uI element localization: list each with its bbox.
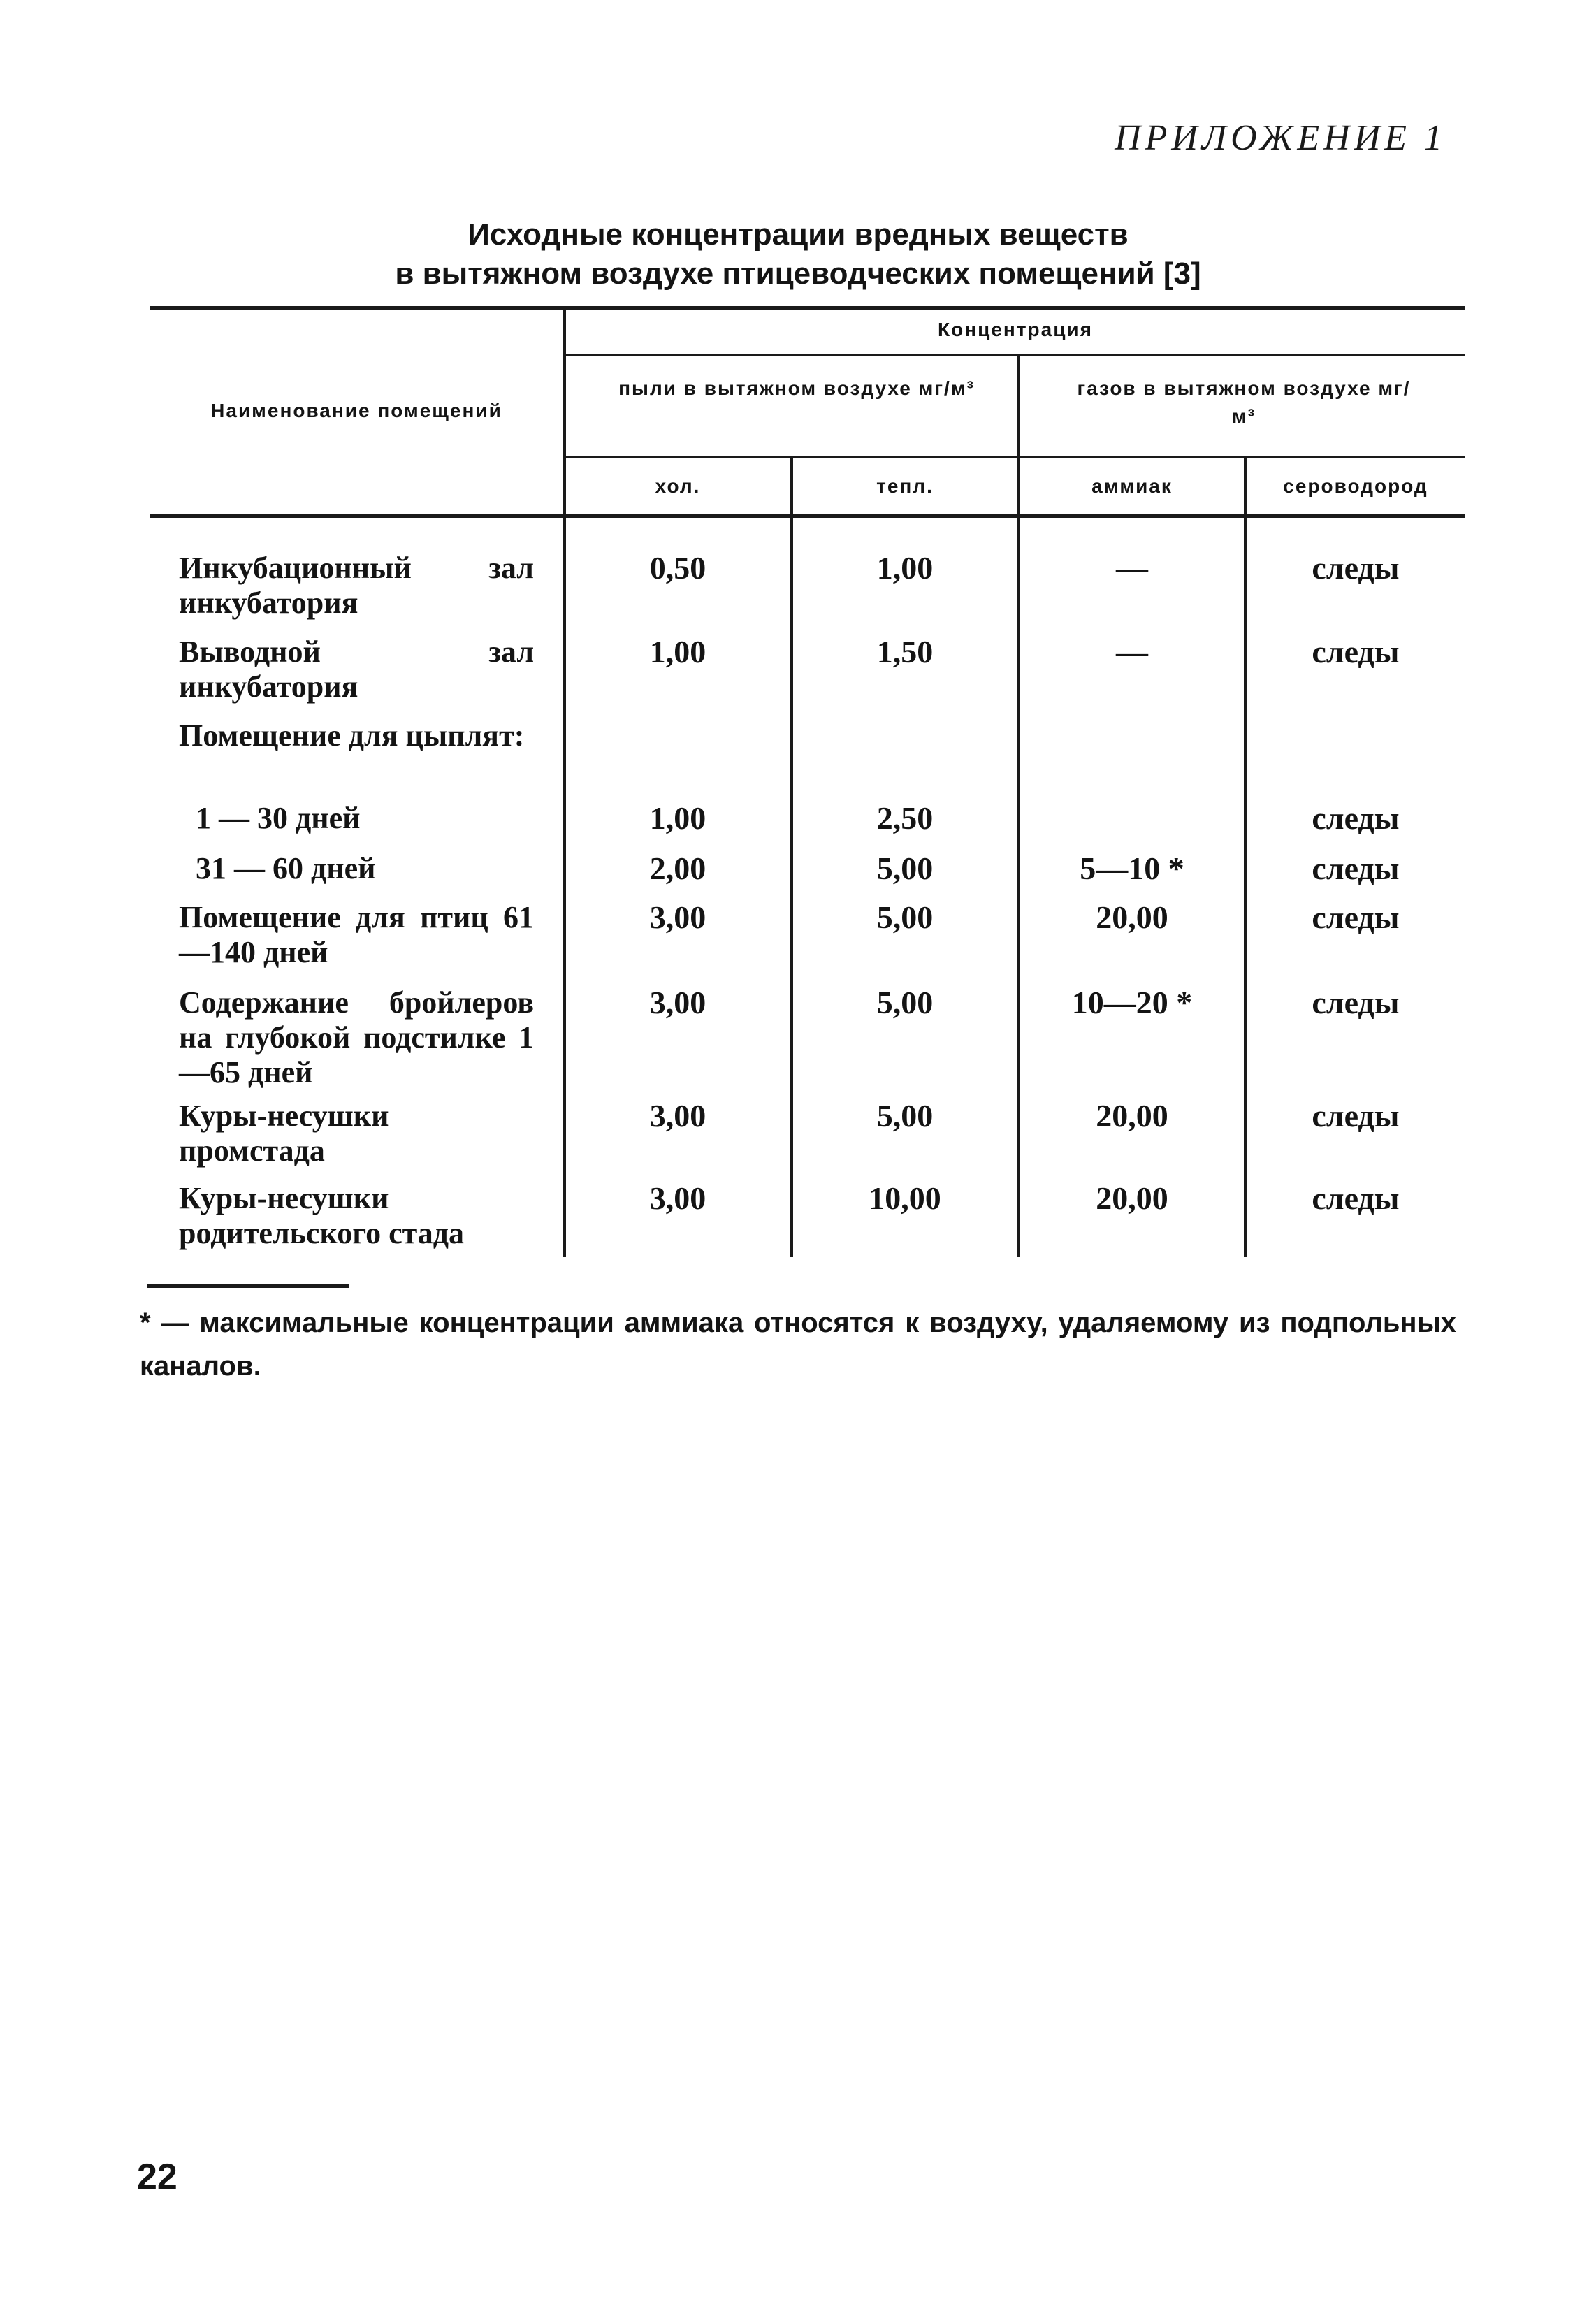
table-title-line2: в вытяжном воздухе птицеводческих помещений [3]: [395, 256, 1201, 291]
header-concentration: Концентрация: [938, 319, 1093, 340]
header-room: Наименование помещений: [210, 400, 502, 421]
footnote-separator: [147, 1284, 349, 1288]
cell-cold: 0,50: [649, 550, 706, 586]
cell-cold: 3,00: [649, 1180, 706, 1216]
cell-warm: 5,00: [876, 1098, 934, 1133]
cell-h2s: следы: [1312, 634, 1400, 669]
table-row-name: Содержание бройлеров на глубокой подстилке 1—65 дней: [179, 985, 534, 1089]
table-row-name: Выводной зал инкубатория: [179, 635, 534, 704]
cell-h2s: следы: [1312, 985, 1400, 1020]
table-top-rule: [150, 306, 1465, 310]
cell-ammonia: 20,00: [1096, 899, 1168, 935]
cell-warm: 1,50: [876, 634, 934, 669]
header-h2s: сероводород: [1283, 475, 1428, 497]
table-row-name: Помещение для птиц 61—140 дней: [179, 900, 534, 969]
cell-cold: 2,00: [649, 850, 706, 886]
cell-ammonia: 5—10 *: [1080, 850, 1184, 886]
cell-warm: 5,00: [876, 850, 934, 886]
cell-warm: 10,00: [869, 1180, 941, 1216]
cell-ammonia: 20,00: [1096, 1098, 1168, 1133]
cell-warm: 5,00: [876, 899, 934, 935]
cell-cold: 1,00: [649, 634, 706, 669]
cell-ammonia: 10—20 *: [1071, 985, 1193, 1020]
table-row-name: Инкубационный зал инкубатория: [179, 551, 534, 620]
cell-h2s: следы: [1312, 1098, 1400, 1133]
cell-cold: 1,00: [649, 800, 706, 836]
cell-h2s: следы: [1312, 1180, 1400, 1216]
cell-warm: 5,00: [876, 985, 934, 1020]
cell-cold: 3,00: [649, 1098, 706, 1133]
concentration-rule: [566, 354, 1465, 356]
table-row-name: 31 — 60 дней: [196, 851, 376, 885]
cell-ammonia: 20,00: [1096, 1180, 1168, 1216]
table-row-name: Куры-несушки промстада: [179, 1099, 389, 1168]
cell-warm: 1,00: [876, 550, 934, 586]
cell-h2s: следы: [1312, 550, 1400, 586]
cell-h2s: следы: [1312, 899, 1400, 935]
header-dust: пыли в вытяжном воздухе мг/м³: [618, 377, 975, 399]
page-number: 22: [137, 2157, 177, 2197]
cell-warm: 2,50: [876, 800, 934, 836]
header-cold: хол.: [655, 475, 701, 497]
header-warm: тепл.: [876, 475, 934, 497]
cell-cold: 3,00: [649, 985, 706, 1020]
header-gases: газов в вытяжном воздухе мг/м³: [1077, 377, 1411, 427]
cell-h2s: следы: [1312, 850, 1400, 886]
cell-h2s: следы: [1312, 800, 1400, 836]
cell-ammonia: —: [1116, 634, 1148, 669]
cell-ammonia: —: [1116, 550, 1148, 586]
subheader-rule: [566, 456, 1465, 458]
table-title-line1: Исходные концентрации вредных веществ: [467, 217, 1129, 252]
table-row-name: Помещение для цыплят:: [179, 718, 525, 753]
table-row-name: 1 — 30 дней: [196, 801, 361, 835]
appendix-label: ПРИЛОЖЕНИЕ 1: [1115, 118, 1446, 158]
header-bottom-rule: [150, 514, 1465, 518]
footnote: * — максимальные концентрации аммиака относятся к воздуху, удаляемому из подпольных каналов.: [140, 1307, 1456, 1382]
header-ammonia: аммиак: [1091, 475, 1173, 497]
cell-cold: 3,00: [649, 899, 706, 935]
table-row-name: Куры-несушки родительского стада: [179, 1181, 465, 1250]
